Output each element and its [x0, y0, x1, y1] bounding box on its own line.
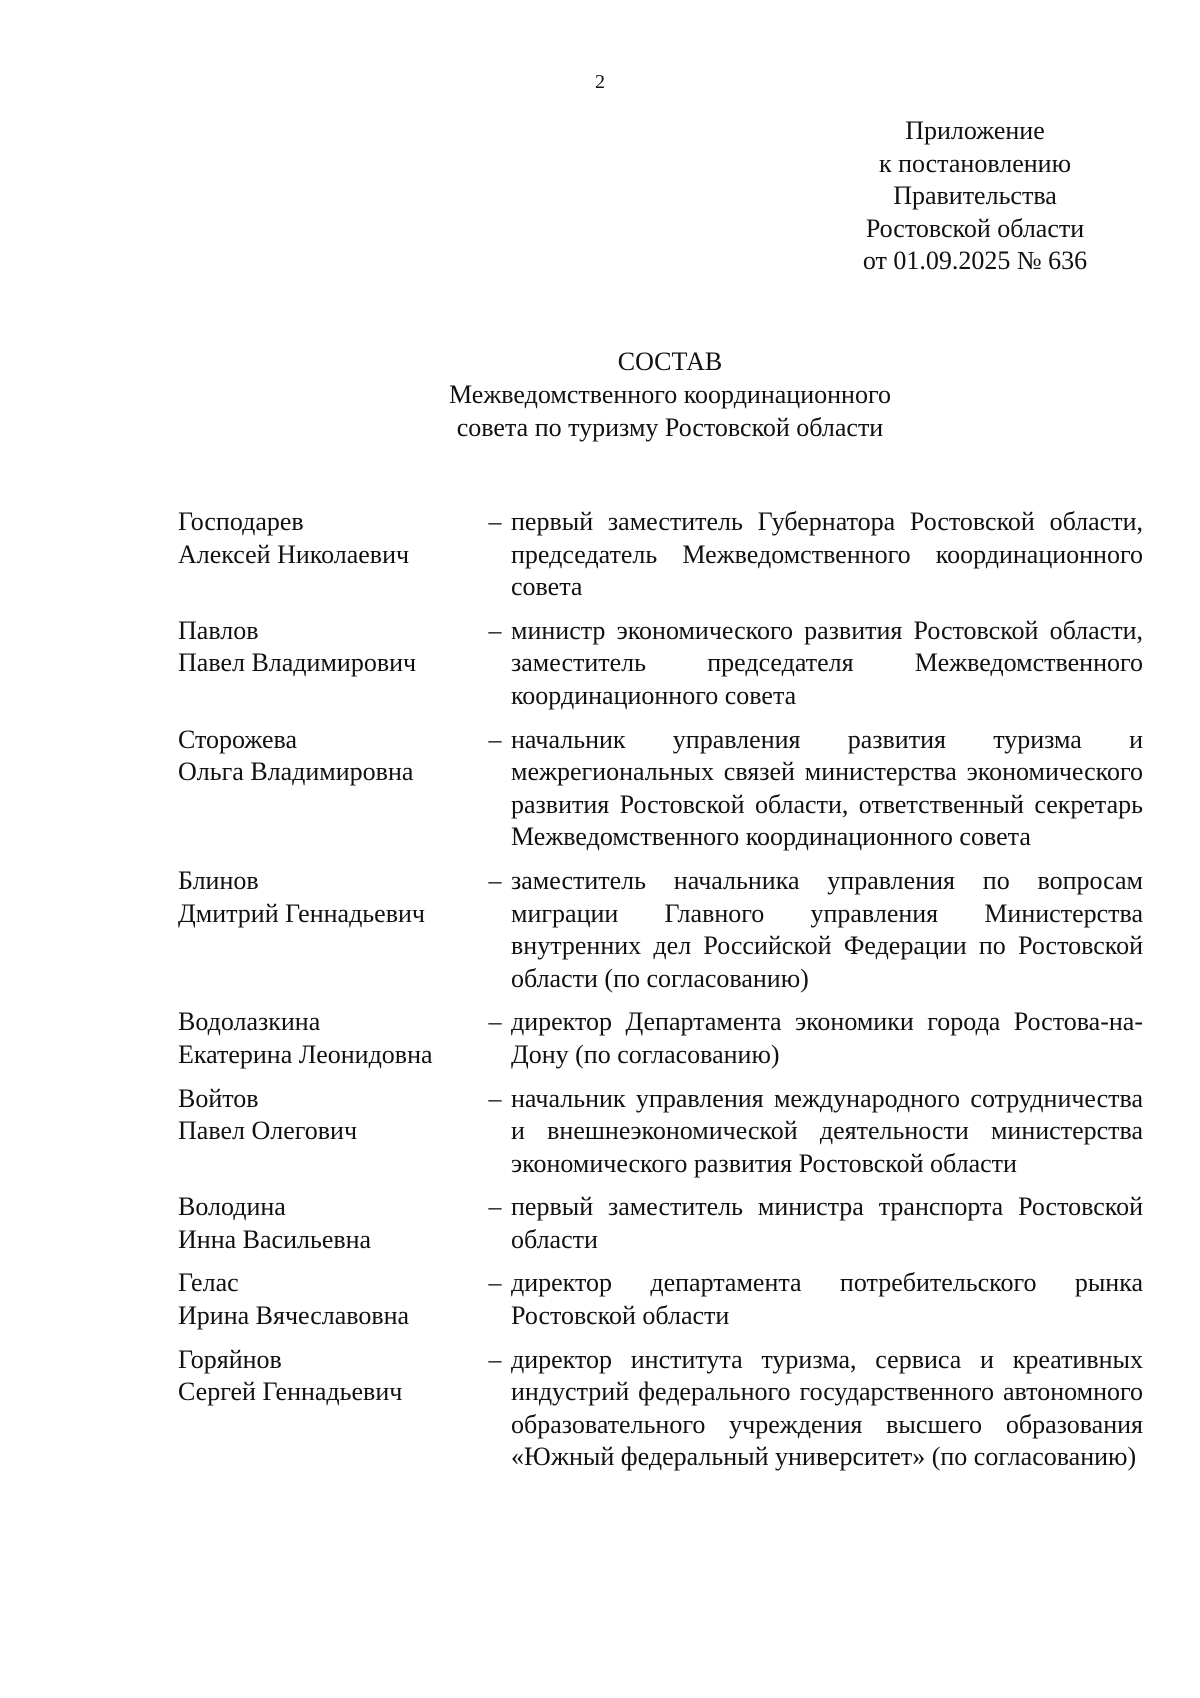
- member-surname: Господарев: [178, 507, 304, 536]
- member-entry: [178, 615, 1143, 713]
- member-entry: [178, 506, 1143, 604]
- member-entry: [178, 1006, 1143, 1071]
- appendix-line: Ростовской области: [865, 213, 1085, 243]
- member-entry: [178, 1267, 1143, 1332]
- member-position: директор департамента потребительского рынка Ростовской области: [511, 1268, 1143, 1331]
- member-name: [178, 506, 478, 571]
- title-line: Межведомственного координационного: [449, 380, 891, 409]
- member-surname: Павлов: [178, 615, 259, 645]
- appendix-line: Приложение: [905, 116, 1045, 145]
- document-title: [0, 345, 1200, 444]
- member-name: [178, 1344, 478, 1409]
- member-given-names: Ольга Владимировна: [178, 757, 414, 787]
- member-dash: –: [488, 507, 502, 536]
- title-heading: СОСТАВ: [617, 347, 723, 376]
- member-dash: –: [488, 615, 502, 645]
- member-name: [178, 1006, 478, 1071]
- member-given-names: Инна Васильевна: [178, 1224, 372, 1254]
- member-dash: –: [488, 1192, 502, 1222]
- members-list: [178, 506, 1143, 1485]
- member-surname: Сторожева: [178, 724, 298, 754]
- member-given-names: Павел Олегович: [178, 1116, 358, 1146]
- member-dash: –: [488, 1007, 502, 1037]
- member-position: первый заместитель Губернатора Ростовской области, председатель Межведомственного координационного совета: [511, 507, 1143, 602]
- member-surname: Гелас: [178, 1268, 239, 1298]
- member-given-names: Дмитрий Геннадьевич: [178, 898, 425, 928]
- member-given-names: Ирина Вячеславовна: [178, 1301, 410, 1331]
- member-position: первый заместитель министра транспорта Ростовской области: [511, 1192, 1143, 1254]
- member-entry: [178, 1083, 1143, 1181]
- title-line: совета по туризму Ростовской области: [456, 413, 884, 442]
- appendix-line: от 01.09.2025 № 636: [862, 246, 1088, 275]
- member-name: [178, 1191, 478, 1256]
- member-dash: –: [488, 724, 502, 754]
- member-position: заместитель начальника управления по вопросам миграции Главного управления Министерства внутренних дел Российской Федерации по Ростовской области (по согласованию): [511, 865, 1143, 993]
- member-dash: –: [488, 1083, 502, 1113]
- member-given-names: Сергей Геннадьевич: [178, 1377, 403, 1407]
- member-given-names: Екатерина Леонидовна: [178, 1039, 433, 1069]
- member-given-names: Алексей Николаевич: [178, 539, 410, 569]
- member-surname: Блинов: [178, 865, 259, 895]
- member-position: директор института туризма, сервиса и креативных индустрий федерального государственного автономного образовательного учреждения высшего образования «Южный федеральный университет» (по согласованию): [511, 1344, 1143, 1472]
- member-position: начальник управления международного сотрудничества и внешнеэкономической деятельности министерства экономического развития Ростовской области: [511, 1083, 1143, 1178]
- member-name: [178, 1083, 478, 1148]
- member-position: начальник управления развития туризма и межрегиональных связей министерства экономического развития Ростовской области, ответственный секретарь Межведомственного координационного совета: [511, 724, 1143, 852]
- appendix-line: к постановлению: [878, 148, 1072, 178]
- member-entry: [178, 724, 1143, 854]
- member-dash: –: [488, 1268, 502, 1298]
- member-name: [178, 615, 478, 680]
- appendix-line: Правительства: [893, 181, 1057, 210]
- member-dash: –: [488, 1344, 502, 1374]
- member-surname: Водолазкина: [178, 1007, 321, 1037]
- member-entry: [178, 1344, 1143, 1474]
- appendix-header: [845, 115, 1105, 278]
- member-name: [178, 724, 478, 789]
- member-surname: Войтов: [178, 1083, 259, 1113]
- member-given-names: Павел Владимирович: [178, 648, 417, 678]
- member-surname: Горяйнов: [178, 1344, 282, 1374]
- member-position: министр экономического развития Ростовской области, заместитель председателя Межведомственного координационного совета: [511, 615, 1143, 710]
- member-dash: –: [488, 865, 502, 895]
- member-entry: [178, 1191, 1143, 1256]
- member-name: [178, 1267, 478, 1332]
- page-number: 2: [595, 71, 605, 93]
- member-position: директор Департамента экономики города Ростова-на-Дону (по согласованию): [511, 1007, 1143, 1069]
- member-entry: [178, 865, 1143, 995]
- member-surname: Володина: [178, 1192, 286, 1222]
- member-name: [178, 865, 478, 930]
